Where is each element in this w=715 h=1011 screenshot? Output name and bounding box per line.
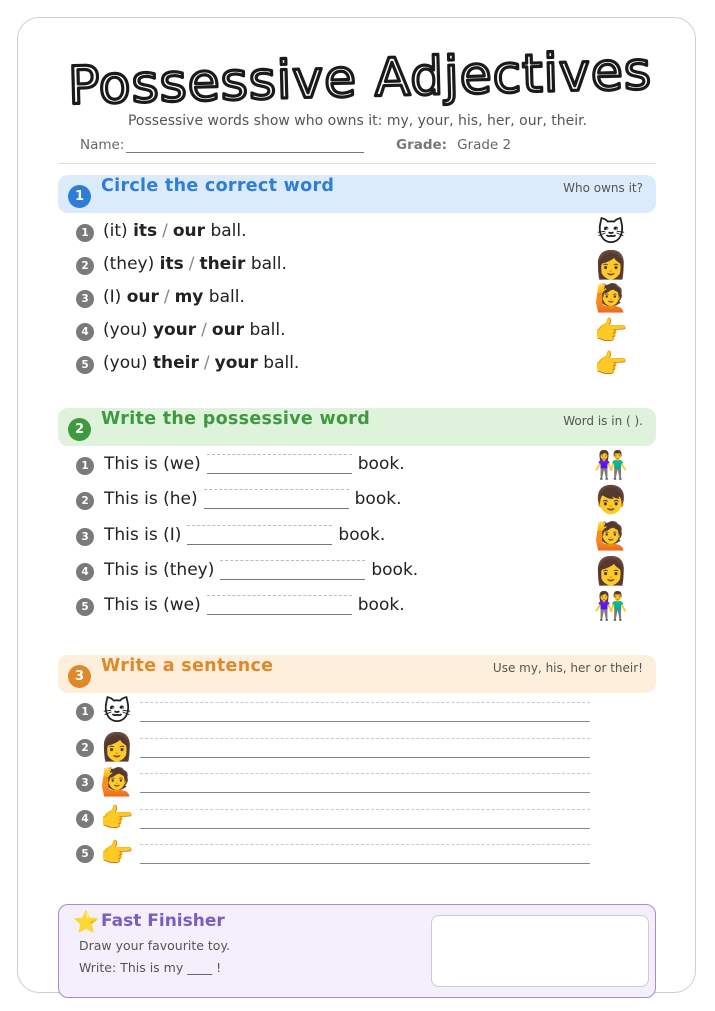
answer-blank[interactable] (207, 595, 352, 615)
section-3-header (58, 655, 656, 693)
sentence-start: This is (we) (104, 595, 201, 615)
sentence-write-line[interactable] (140, 738, 590, 758)
question-number: 3 (76, 774, 94, 792)
sentence-write-line[interactable] (140, 809, 590, 829)
sentence-end: book. (354, 489, 402, 509)
page-title (60, 38, 660, 118)
choice-a[interactable]: your (152, 320, 197, 340)
question-number: 3 (76, 290, 94, 308)
question-number: 1 (76, 457, 94, 475)
question-number: 5 (76, 598, 94, 616)
circle-question (103, 353, 299, 373)
drawing-box[interactable] (431, 915, 649, 987)
pronoun-cue: (you) (103, 320, 153, 340)
boy-icon: 👦 (594, 485, 628, 516)
sentence-write-line[interactable] (140, 773, 590, 793)
name-field (80, 137, 364, 153)
section-3-hint: Use my, his, her or their! (492, 661, 643, 675)
circle-question (103, 320, 286, 340)
person-raising-hand-icon: 🙋 (594, 521, 628, 552)
sentence-end: ball. (203, 287, 245, 307)
choice-separator: / (203, 353, 210, 373)
sentence-end: ball. (205, 221, 247, 241)
grade-field (396, 137, 511, 153)
circle-question (103, 221, 247, 241)
question-number: 2 (76, 257, 94, 275)
pronoun-cue: (it) (103, 221, 134, 241)
name-label: Name: (80, 137, 125, 153)
pointing-hand-icon: 👉 (594, 316, 628, 347)
sentence-write-line[interactable] (140, 702, 590, 722)
sentence-end: book. (338, 525, 386, 545)
star-icon: ⭐ (73, 910, 100, 934)
sentence-end: book. (371, 560, 419, 580)
fill-question (104, 489, 401, 509)
sentence-start: This is (he) (104, 489, 198, 509)
cat-face-icon: 🐱 (596, 217, 626, 248)
fill-question (104, 454, 405, 474)
circle-question (103, 287, 245, 307)
fill-question (104, 525, 385, 545)
fill-question (104, 560, 418, 580)
question-number: 5 (76, 845, 94, 863)
question-number: 2 (76, 492, 94, 510)
couple-icon: 👫 (594, 450, 628, 481)
page-title-text: Possessive Adjectives (67, 41, 653, 117)
question-number: 4 (76, 810, 94, 828)
answer-blank[interactable] (187, 525, 332, 545)
sentence-end: book. (357, 454, 405, 474)
choice-b[interactable]: your (214, 353, 258, 373)
sentence-end: book. (357, 595, 405, 615)
section-3-title: Write a sentence (101, 656, 274, 676)
fast-finisher-line-1: Draw your favourite toy. (79, 938, 231, 953)
choice-b[interactable]: our (211, 320, 245, 340)
pronoun-cue: (they) (103, 254, 160, 274)
question-number: 4 (76, 323, 94, 341)
woman-icon: 👩 (594, 556, 628, 587)
section-2-number: 2 (68, 418, 91, 441)
choice-a[interactable]: its (159, 254, 184, 274)
woman-icon: 👩 (100, 731, 134, 763)
section-1-header (58, 175, 656, 213)
sentence-end: ball. (257, 353, 300, 373)
choice-b[interactable]: our (172, 221, 206, 241)
pronoun-cue: (you) (103, 353, 153, 373)
header-divider (58, 163, 656, 164)
sentence-end: ball. (244, 320, 286, 340)
answer-blank[interactable] (220, 560, 365, 580)
woman-icon: 👩 (594, 250, 628, 281)
choice-a[interactable]: our (126, 287, 159, 307)
choice-separator: / (188, 254, 195, 274)
sentence-end: ball. (245, 254, 287, 274)
pronoun-cue: (I) (103, 287, 127, 307)
section-1-hint: Who owns it? (563, 181, 643, 195)
sentence-start: This is (we) (104, 454, 201, 474)
choice-separator: / (201, 320, 207, 340)
question-number: 5 (76, 356, 94, 374)
fill-question (104, 595, 405, 615)
subtitle: Possessive words show who owns it: my, your, his, her, our, their. (127, 113, 588, 129)
answer-blank[interactable] (207, 454, 352, 474)
section-2-header (58, 408, 656, 446)
question-number: 3 (76, 528, 94, 546)
pointing-hand-icon: 👉 (100, 838, 134, 869)
name-write-line[interactable] (126, 138, 364, 153)
choice-separator: / (162, 221, 168, 241)
sentence-write-line[interactable] (140, 844, 590, 864)
grade-value: Grade 2 (457, 137, 512, 153)
couple-icon: 👫 (594, 591, 628, 622)
section-3-number: 3 (68, 665, 91, 688)
choice-a[interactable]: its (133, 221, 158, 241)
section-1-number: 1 (68, 185, 91, 208)
person-raising-hand-icon: 🙋 (594, 283, 628, 314)
question-number: 2 (76, 739, 94, 757)
choice-a[interactable]: their (152, 353, 199, 373)
circle-question (103, 254, 287, 274)
answer-blank[interactable] (204, 489, 349, 509)
person-raising-hand-icon: 🙋 (100, 767, 134, 798)
pointing-hand-icon: 👉 (594, 349, 628, 380)
choice-b[interactable]: their (199, 254, 246, 274)
section-2-title: Write the possessive word (101, 409, 371, 429)
section-1-title: Circle the correct word (101, 176, 335, 196)
question-number: 1 (76, 224, 94, 242)
choice-b[interactable]: my (174, 287, 204, 307)
fast-finisher-line-2: Write: This is my ____ ! (79, 960, 222, 975)
grade-label: Grade: (396, 137, 448, 153)
sentence-start: This is (I) (104, 525, 182, 545)
question-number: 4 (76, 563, 94, 581)
choice-separator: / (163, 287, 170, 307)
fast-finisher-title: Fast Finisher (101, 911, 225, 931)
question-number: 1 (76, 703, 94, 721)
fast-finisher-box (58, 904, 656, 998)
sentence-start: This is (they) (104, 560, 215, 580)
pointing-hand-icon: 👉 (100, 802, 134, 834)
section-2-hint: Word is in ( ). (563, 414, 643, 428)
cat-face-icon: 🐱 (102, 696, 132, 727)
